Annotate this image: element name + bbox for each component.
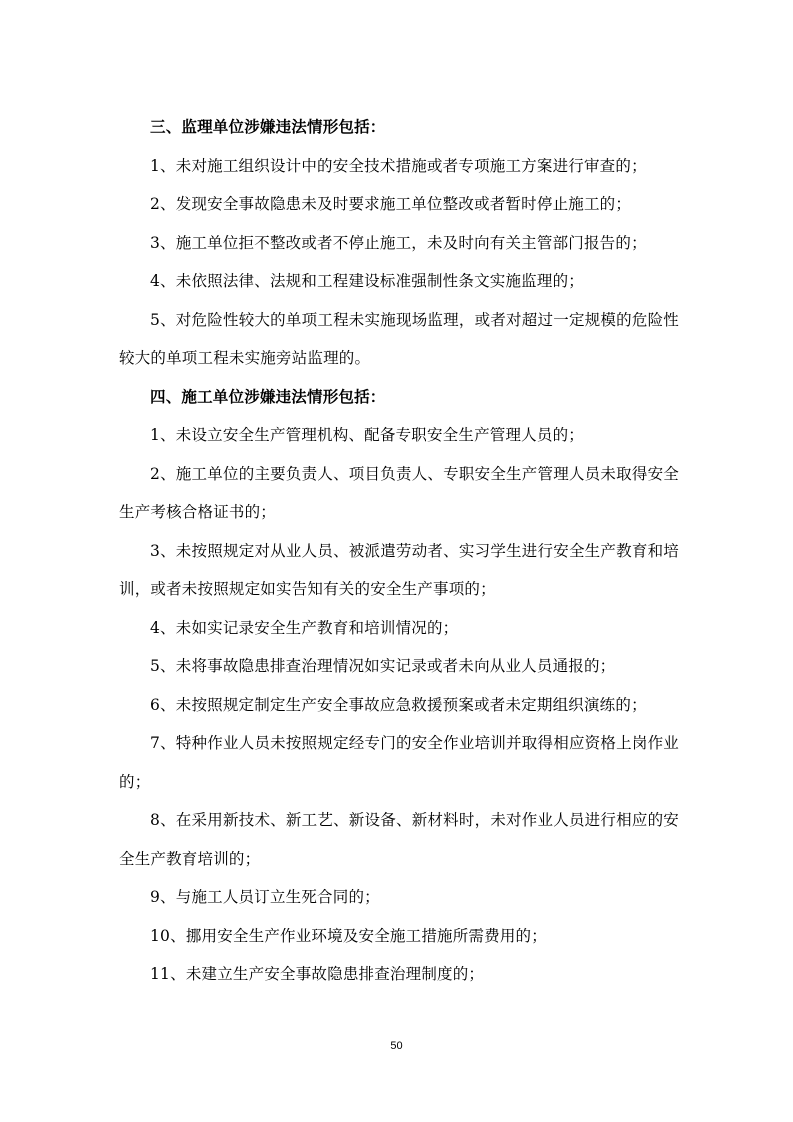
document-body [119, 108, 679, 994]
list-item: 1、未对施工组织设计中的安全技术措施或者专项施工方案进行审查的； [150, 156, 647, 175]
list-item: 8、在采用新技术、新工艺、新设备、新材料时，未对作业人员进行相应的安全生产教育培训的； [119, 811, 679, 868]
list-item: 10、挪用安全生产作业环境及安全施工措施所需费用的； [150, 926, 547, 945]
section-heading-supervision: 三、监理单位涉嫌违法情形包括： [150, 117, 386, 136]
list-item: 4、未如实记录安全生产教育和培训情况的； [150, 618, 459, 637]
list-item: 2、发现安全事故隐患未及时要求施工单位整改或者暂时停止施工的； [150, 195, 632, 213]
list-item: 3、未按照规定对从业人员、被派遣劳动者、实习学生进行安全生产教育和培训，或者未按照规定如实告知有关的安全生产事项的； [119, 541, 679, 598]
list-item: 2、施工单位的主要负责人、项目负责人、专职安全生产管理人员未取得安全生产考核合格证书的； [119, 464, 679, 521]
list-item: 4、未依照法律、法规和工程建设标准强制性条文实施监理的； [150, 272, 584, 290]
list-item: 5、对危险性较大的单项工程未实施现场监理，或者对超过一定规模的危险性较大的单项工程未实施旁站监理的。 [119, 310, 679, 367]
list-item: 6、未按照规定制定生产安全事故应急救援预案或者未定期组织演练的； [150, 695, 647, 714]
list-item: 5、未将事故隐患排查治理情况如实记录或者未向从业人员通报的； [150, 657, 616, 675]
page-number: 50 [390, 1040, 403, 1052]
list-item: 3、施工单位拒不整改或者不停止施工，未及时向有关主管部门报告的； [150, 233, 647, 252]
list-item: 11、未建立生产安全事故隐患排查治理制度的； [150, 965, 485, 983]
section-heading-construction: 四、施工单位涉嫌违法情形包括： [150, 386, 386, 406]
list-item: 9、与施工人员订立生死合同的； [150, 888, 380, 906]
list-item: 7、特种作业人员未按照规定经专门的安全作业培训并取得相应资格上岗作业的； [119, 734, 679, 791]
list-item: 1、未设立安全生产管理机构、配备专职安全生产管理人员的； [150, 426, 584, 444]
